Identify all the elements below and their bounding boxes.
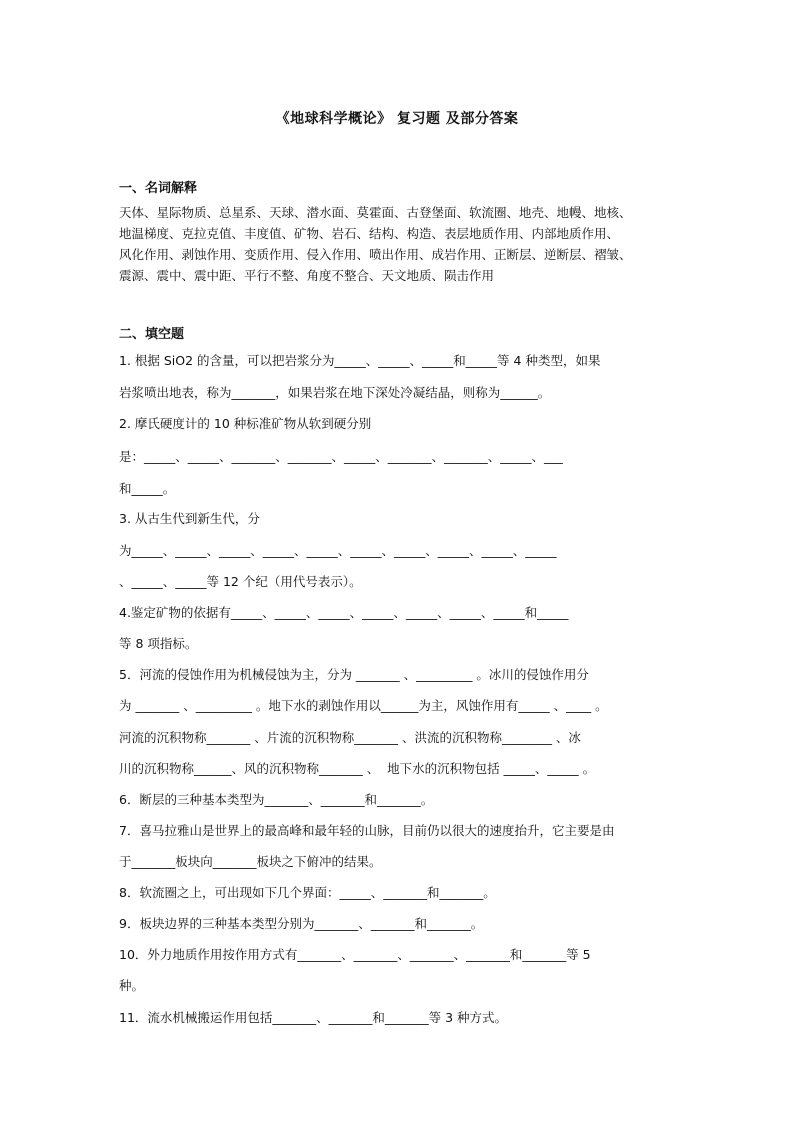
terms-line: 风化作用、剥蚀作用、变质作用、侵入作用、喷出作用、成岩作用、正断层、逆断层、褶皱、: [119, 247, 632, 262]
question-line: 4.鉴定矿物的依据有_____、_____、_____、_____、_____、_____、_____和_____: [119, 605, 569, 620]
question-line: 11．流水机械搬运作用包括_______、_______和_______等 3 种方式。: [119, 1010, 508, 1025]
question-line: 、_____、_____等 12 个纪（用代号表示）。: [119, 574, 362, 589]
section-heading-fill-blank: 二、填空题: [119, 327, 185, 342]
question-line: 8．软流圈之上，可出现如下几个界面：_____、_______和_______。: [119, 885, 496, 900]
question-line: 种。: [119, 978, 145, 993]
terms-line: 地温梯度、克拉克值、丰度值、矿物、岩石、结构、构造、表层地质作用、内部地质作用、: [119, 226, 620, 241]
question-line: 为_____、_____、_____、_____、_____、_____、_____、_____、_____、_____: [119, 543, 557, 558]
terms-line: 震源、震中、震中距、平行不整、角度不整合、天文地质、陨击作用: [119, 268, 495, 283]
question-line: 2. 摩氏硬度计的 10 种标准矿物从软到硬分别: [119, 416, 372, 431]
question-line: 10．外力地质作用按作用方式有_______、_______、_______、_______和_______等 5: [119, 947, 591, 962]
question-line: 于_______板块向_______板块之下俯冲的结果。: [119, 854, 382, 869]
question-line: 7．喜马拉雅山是世界上的最高峰和最年轻的山脉，目前仍以很大的速度抬升，它主要是由: [119, 823, 615, 838]
question-line: 5．河流的侵蚀作用为机械侵蚀为主，分为 _______ 、_________ 。冰川的侵蚀作用分: [119, 667, 589, 682]
question-line: 川的沉积物称______、风的沉积物称_______ 、 地下水的沉积物包括 _____、_____ 。: [119, 761, 596, 776]
question-line: 为 _______ 、_________ 。地下水的剥蚀作用以______为主，风蚀作用有_____ 、____ 。: [119, 698, 608, 713]
question-line: 是：_____、_____、_______、_______、_____、_______、_______、_____、___: [119, 449, 563, 464]
question-line: 9．板块边界的三种基本类型分别为_______、_______和_______。: [119, 916, 484, 931]
question-line: 6．断层的三种基本类型为_______、_______和_______。: [119, 792, 434, 807]
document-title: 《地球科学概论》 复习题 及部分答案: [275, 111, 519, 127]
question-line: 河流的沉积物称_______ 、片流的沉积物称_______ 、洪流的沉积物称________ 、冰: [119, 730, 581, 745]
section-heading-terms: 一、名词解释: [119, 181, 198, 196]
question-line: 岩浆喷出地表，称为_______，如果岩浆在地下深处冷凝结晶，则称为______。: [119, 385, 551, 400]
question-line: 和_____。: [119, 481, 176, 496]
question-line: 1. 根据 SiO2 的含量，可以把岩浆分为_____、_____、_____和_____等 4 种类型，如果: [119, 353, 601, 368]
terms-line: 天体、星际物质、总星系、天球、潜水面、莫霍面、古登堡面、软流圈、地壳、地幔、地核、: [119, 205, 632, 220]
question-line: 等 8 项指标。: [119, 636, 198, 651]
question-line: 3. 从古生代到新生代，分: [119, 511, 260, 526]
